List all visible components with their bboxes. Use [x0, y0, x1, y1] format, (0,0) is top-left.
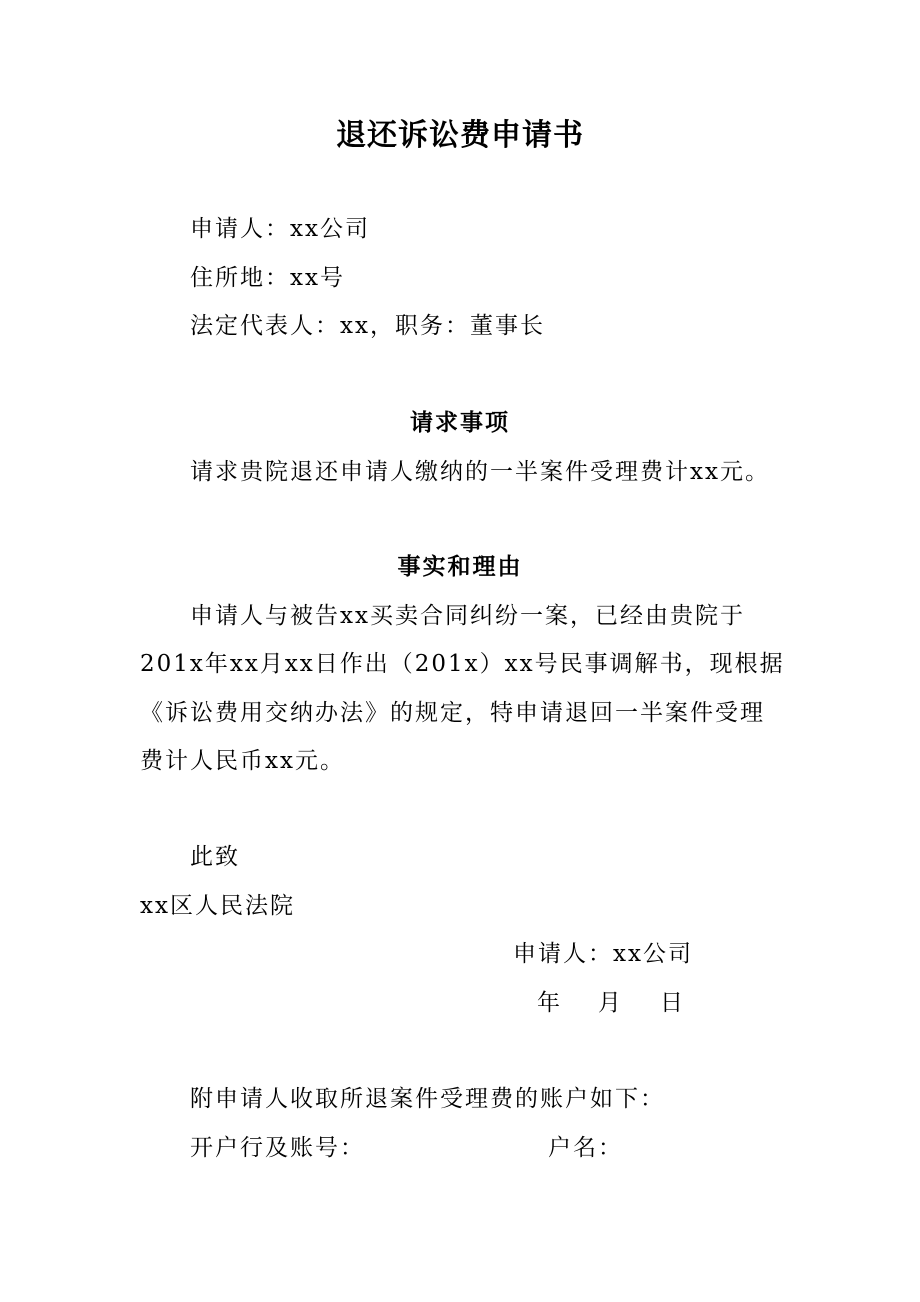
date-year: 年 — [537, 990, 560, 1016]
bank-account-label: 开户行及账号： — [190, 1135, 365, 1161]
request-text: 请求贵院退还申请人缴纳的一半案件受理费计xx元。 — [190, 459, 770, 485]
date-month: 月 — [598, 990, 621, 1016]
account-name-label: 户名： — [548, 1135, 623, 1161]
facts-heading: 事实和理由 — [397, 553, 523, 580]
court-name: xx区人民法院 — [140, 893, 295, 919]
address-line: 住所地：xx号 — [190, 265, 345, 291]
facts-line-2: 201x年xx月xx日作出（201x）xx号民事调解书，现根据 — [140, 651, 785, 677]
salutation: 此致 — [190, 844, 240, 870]
document-title: 退还诉讼费申请书 — [336, 118, 584, 153]
signature-applicant: 申请人：xx公司 — [513, 941, 693, 967]
request-heading: 请求事项 — [410, 409, 510, 436]
applicant-line: 申请人：xx公司 — [190, 216, 370, 242]
facts-line-1: 申请人与被告xx买卖合同纠纷一案，已经由贵院于 — [190, 603, 745, 629]
facts-line-4: 费计人民币xx元。 — [140, 748, 345, 774]
legal-rep-line: 法定代表人：xx，职务：董事长 — [190, 313, 545, 339]
date-day: 日 — [660, 990, 683, 1016]
facts-line-3: 《诉讼费用交纳办法》的规定，特申请退回一半案件受理 — [140, 700, 765, 726]
attachment-intro: 附申请人收取所退案件受理费的账户如下： — [190, 1086, 665, 1112]
